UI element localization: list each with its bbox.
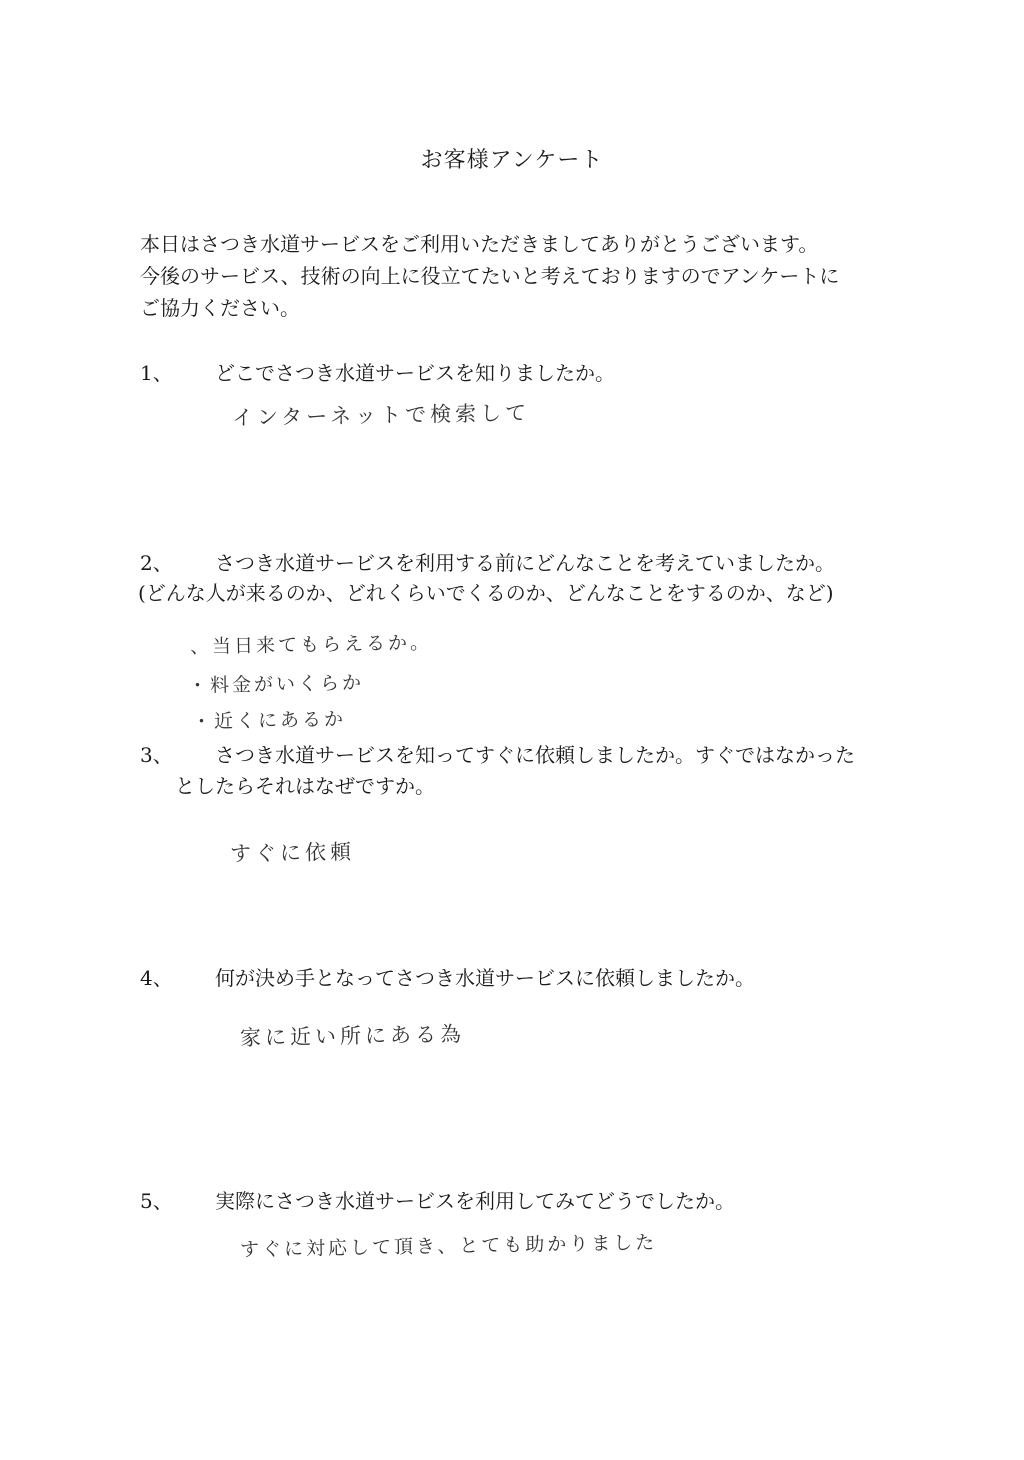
question-5-answer: すぐに対応して頂き、とても助かりました [239, 1231, 658, 1261]
question-3-subtext: としたらそれはなぜですか。 [175, 774, 435, 798]
question-3-text: さつき水道サービスを知ってすぐに依頼しましたか。すぐではなかった [215, 743, 855, 767]
question-2-number: 2、 [140, 551, 173, 575]
question-3-answer: すぐに依頼 [229, 839, 356, 866]
question-2-answer-2: ・料金がいくらか [187, 671, 365, 697]
question-5-number: 5、 [140, 1189, 173, 1213]
question-4-text: 何が決め手となってさつき水道サービスに依頼しましたか。 [215, 966, 755, 990]
question-4-number: 4、 [140, 966, 173, 990]
intro-line-3: ご協力ください。 [140, 296, 300, 320]
question-5-text: 実際にさつき水道サービスを利用してみてどうでしたか。 [215, 1189, 735, 1213]
question-2-answer-1: 、当日来てもらえるか。 [189, 631, 433, 658]
page-title: お客様アンケート [420, 148, 604, 173]
question-2-answer-3: ・近くにあるか [191, 708, 347, 733]
question-2-subtext: (どんな人が来るのか、どれくらいでくるのか、どんなことをするのか、など) [138, 581, 834, 605]
intro-line-1: 本日はさつき水道サービスをご利用いただきましてありがとうございます。 [140, 232, 819, 256]
question-1-text: どこでさつき水道サービスを知りましたか。 [215, 361, 615, 385]
question-4-answer: 家に近い所にある為 [239, 1022, 466, 1050]
question-3-number: 3、 [140, 743, 173, 767]
question-1-answer: インターネットで検索して [231, 400, 531, 430]
question-2-text: さつき水道サービスを利用する前にどんなことを考えていましたか。 [215, 551, 835, 575]
question-1-number: 1、 [140, 361, 173, 385]
intro-line-2: 今後のサービス、技術の向上に役立てたいと考えておりますのでアンケートに [140, 264, 840, 288]
